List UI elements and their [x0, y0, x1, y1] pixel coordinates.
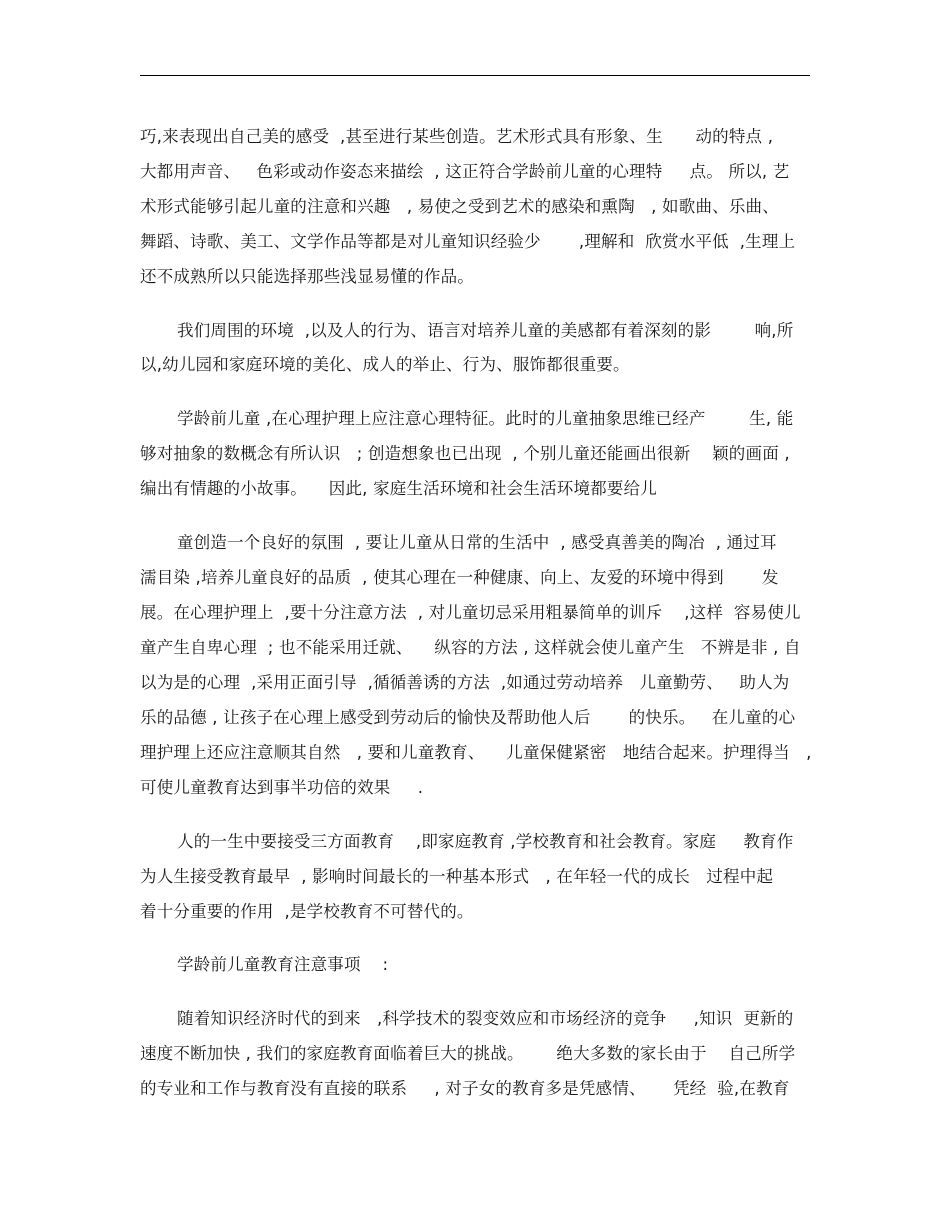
paragraph-3-line-3: 编出有情趣的小故事。 因此, 家庭生活环境和社会生活环境都要给儿: [140, 479, 657, 498]
paragraph-1-line-1: 巧,来表现出自己美的感受 ,甚至进行某些创造。艺术形式具有形象、生 动的特点 ,: [140, 127, 774, 146]
paragraph-1-line-3: 术形式能够引起儿童的注意和兴趣 , 易使之受到艺术的感染和熏陶 , 如歌曲、乐曲、: [140, 197, 779, 216]
section-heading: 学龄前儿童教育注意事项 :: [177, 955, 389, 974]
paragraph-3-line-2: 够对抽象的数概念有所认识 ; 创造想象也已出现 , 个别儿童还能画出很新 颖的画面 ,: [140, 444, 790, 463]
paragraph-5-line-1: 人的一生中要接受三方面教育 ,即家庭教育 ,学校教育和社会教育。家庭 教育作: [177, 832, 794, 851]
paragraph-2-line-1: 我们周围的环境 ,以及人的行为、语言对培养儿童的美感都有着深刻的影 响,所: [177, 321, 794, 340]
paragraph-2-line-2: 以,幼儿园和家庭环境的美化、成人的举止、行为、服饰都很重要。: [140, 355, 630, 374]
paragraph-7-line-1: 随着知识经济时代的到来 ,科学技术的裂变效应和市场经济的竞争 ,知识 更新的: [177, 1009, 794, 1028]
paragraph-4-line-3: 展。在心理护理上 ,要十分注意方法 , 对儿童切忌采用粗暴简单的训斥 ,这样 容易使儿: [140, 603, 801, 622]
paragraph-4-line-2: 濡目染 ,培养儿童良好的品质 , 使其心理在一种健康、向上、友爱的环境中得到 发: [140, 568, 779, 587]
paragraph-1-line-2: 大都用声音、 色彩或动作姿态来描绘 , 这正符合学龄前儿童的心理特 点。 所以, 艺: [140, 162, 790, 181]
paragraph-1-line-4: 舞蹈、诗歌、美工、文学作品等都是对儿童知识经验少 ,理解和 欣赏水平低 ,生理上: [140, 232, 796, 251]
paragraph-4-line-5: 以为是的心理 ,采用正面引导 ,循循善诱的方法 ,如通过劳动培养 儿童勤劳、 助人为: [140, 673, 790, 692]
paragraph-7-line-2: 速度不断加快 , 我们的家庭教育面临着巨大的挑战。 绝大多数的家长由于 自己所学: [140, 1044, 796, 1063]
paragraph-4-line-6: 乐的品德 , 让孩子在心理上感受到劳动后的愉快及帮助他人后 的快乐。 在儿童的心: [140, 708, 796, 727]
paragraph-5-line-3: 着十分重要的作用 ,是学校教育不可替代的。: [140, 902, 474, 921]
paragraph-1-line-5: 还不成熟所以只能选择那些浅显易懂的作品。: [140, 267, 474, 286]
paragraph-4-line-7: 理护理上还应注意顺其自然 , 要和儿童教育、 儿童保健紧密 地结合起来。护理得当 ,: [140, 743, 812, 762]
paragraph-4-line-1: 童创造一个良好的氛围 , 要让儿童从日常的生活中 , 感受真善美的陶冶 , 通过耳: [177, 533, 777, 552]
paragraph-3-line-1: 学龄前儿童 ,在心理护理上应注意心理特征。此时的儿童抽象思维已经产 生, 能: [177, 409, 794, 428]
paragraph-7-line-3: 的专业和工作与教育没有直接的联系 , 对子女的教育多是凭感情、 凭经 验,在教育: [140, 1079, 790, 1098]
paragraph-5-line-2: 为人生接受教育最早 , 影响时间最长的一种基本形式 , 在年轻一代的成长 过程中起: [140, 867, 774, 886]
paragraph-4-line-8: 可使儿童教育达到事半功倍的效果 .: [140, 778, 424, 797]
paragraph-4-line-4: 童产生自卑心理 ; 也不能采用迁就、 纵容的方法 , 这样就会使儿童产生 不辨是非 , 自: [140, 638, 801, 657]
header-rule: [140, 75, 810, 76]
